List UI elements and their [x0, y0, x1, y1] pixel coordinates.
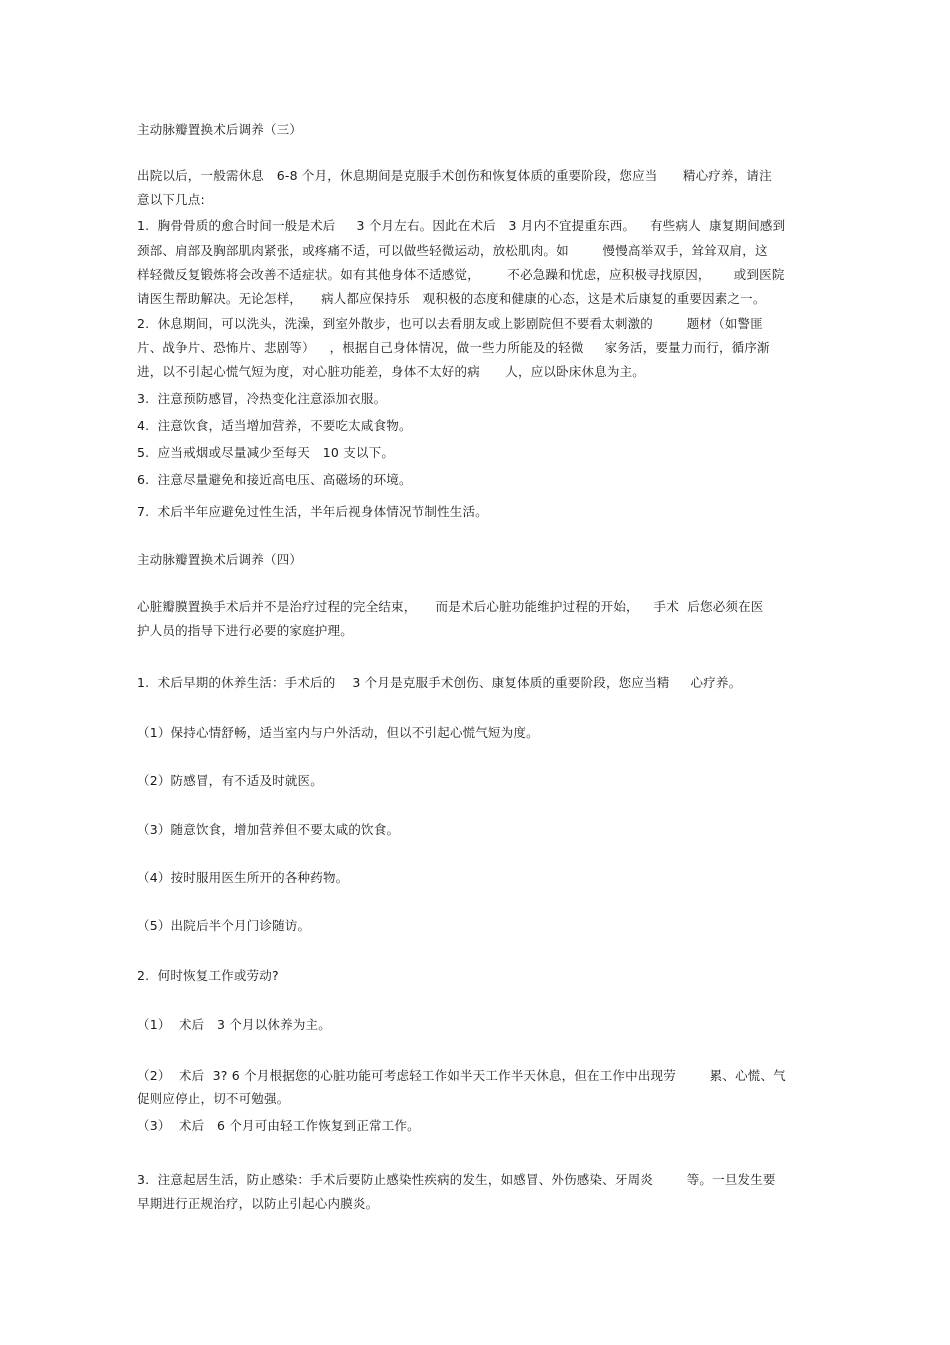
section4-title: 主动脉瓣置换术后调养（四） [137, 552, 303, 567]
section3-item5: 5. 应当戒烟或尽量减少至每天 10 支以下。 [137, 445, 395, 460]
section4-p1-item4: （4）按时服用医生所开的各种药物。 [137, 870, 349, 885]
section4-p3-line2: 早期进行正规治疗，以防止引起心内膜炎。 [137, 1196, 379, 1211]
section3-item1-line1: 1. 胸骨骨质的愈合时间一般是术后 3 个月左右。因此在术后 3 月内不宜提重东西。 有些病人 康复期间感到 [137, 218, 786, 233]
section3-item7: 7. 术后半年应避免过性生活，半年后视身体情况节制性生活。 [137, 504, 488, 519]
section3-item2-line1: 2. 休息期间，可以洗头，洗澡，到室外散步，也可以去看朋友或上影剧院但不要看太刺激的 题材（如警匪 [137, 316, 763, 331]
section4-p2-item2-line1: （2） 术后 3? 6 个月根据您的心脏功能可考虑轻工作如半天工作半天休息，但在工作中出现劳 累、心慌、气 [137, 1068, 786, 1083]
section3-title: 主动脉瓣置换术后调养（三） [137, 122, 303, 137]
section3-item3: 3. 注意预防感冒，冷热变化注意添加衣服。 [137, 391, 387, 406]
section3-item2-line2: 片、战争片、恐怖片、悲剧等） ，根据自己身体情况，做一些力所能及的轻微 家务活，要量力而行，循序渐 [137, 340, 770, 355]
section3-item6: 6. 注意尽量避免和接近高电压、高磁场的环境。 [137, 472, 412, 487]
section4-p1-item2: （2）防感冒，有不适及时就医。 [137, 773, 323, 788]
section4-p2: 2. 何时恢复工作或劳动? [137, 968, 279, 983]
section3-item1-line2: 颈部、肩部及胸部肌肉紧张，或疼痛不适，可以做些轻微运动，放松肌肉。如 慢慢高举双手，耸耸双肩，这 [137, 243, 768, 258]
section4-p2-item1: （1） 术后 3 个月以休养为主。 [137, 1017, 331, 1032]
section3-intro-line2: 意以下几点: [137, 192, 205, 207]
section4-p1-item1: （1）保持心情舒畅，适当室内与户外活动，但以不引起心慌气短为度。 [137, 725, 539, 740]
section4-intro-line2: 护人员的指导下进行必要的家庭护理。 [137, 623, 353, 638]
section3-item1-line4: 请医生帮助解决。无论怎样， 病人都应保持乐 观积极的态度和健康的心态，这是术后康复的重要因素之一。 [137, 291, 766, 306]
section4-p1-item3: （3）随意饮食，增加营养但不要太咸的饮食。 [137, 822, 400, 837]
section3-intro-line1: 出院以后，一般需休息 6-8 个月，休息期间是克服手术创伤和恢复体质的重要阶段，您应当 精心疗养，请注 [137, 168, 772, 183]
section4-p3-line1: 3. 注意起居生活，防止感染：手术后要防止感染性疾病的发生，如感冒、外伤感染、牙周炎 等。一旦发生要 [137, 1172, 776, 1187]
section4-p2-item2-line2: 促则应停止，切不可勉强。 [137, 1091, 290, 1106]
section3-item2-line3: 进，以不引起心慌气短为度，对心脏功能差，身体不太好的病 人，应以卧床休息为主。 [137, 364, 646, 379]
section4-p1-item5: （5）出院后半个月门诊随访。 [137, 918, 311, 933]
section4-p2-item3: （3） 术后 6 个月可由轻工作恢复到正常工作。 [137, 1118, 420, 1133]
section3-item1-line3: 样轻微反复锻炼将会改善不适症状。如有其他身体不适感觉， 不必急躁和忧虑，应积极寻找原因， 或到医院 [137, 267, 785, 282]
section4-p1: 1. 术后早期的休养生活：手术后的 3 个月是克服手术创伤、康复体质的重要阶段，您应当精 心疗养。 [137, 675, 742, 690]
section3-item4: 4. 注意饮食，适当增加营养，不要吃太咸食物。 [137, 418, 412, 433]
section4-intro-line1: 心脏瓣膜置换手术后并不是治疗过程的完全结束， 而是术后心脏功能维护过程的开始， 手术 后您必须在医 [137, 599, 764, 614]
